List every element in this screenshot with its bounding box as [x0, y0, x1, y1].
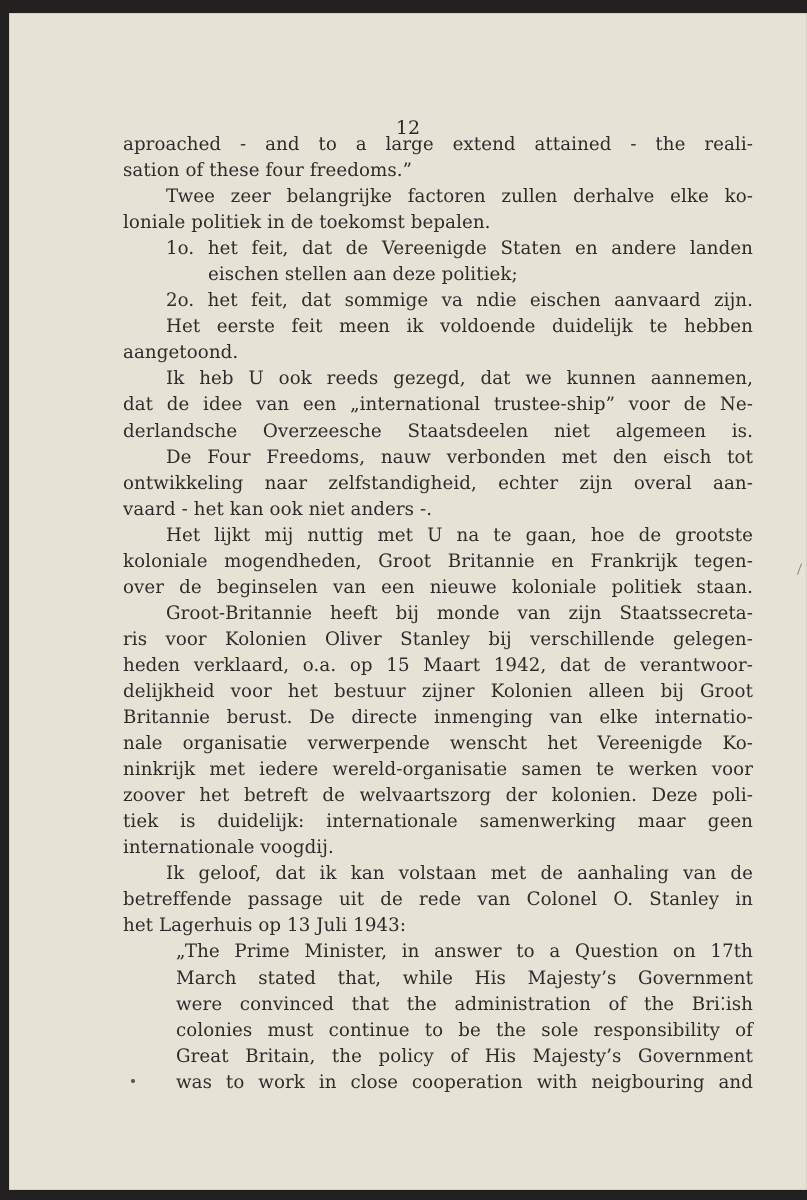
body-text — [123, 132, 753, 1096]
text-line: het Lagerhuis op 13 Juli 1943: — [123, 915, 407, 937]
quote-line: Great Britain, the policy of His Majesty’s Government — [176, 1045, 753, 1067]
quote-line: were convinced that the administration of the Bri⁚ish — [176, 993, 753, 1015]
text-line: delijkheid voor het bestuur zijner Kolonien alleen bij Groot — [123, 680, 753, 702]
quote-line: March stated that, while His Majesty’s Government — [176, 967, 753, 989]
text-line: aproached - and to a large extend attained - the reali- — [123, 134, 753, 155]
text-line: ninkrijk met iedere wereld-organisatie samen te werken voor — [123, 759, 753, 781]
text-line: sation of these four freedoms.” — [123, 160, 413, 182]
text-line: dat de idee van een „international trustee-ship” voor de Ne- — [123, 394, 753, 416]
text-line: koloniale mogendheden, Groot Britannie en Frankrijk tegen- — [123, 550, 753, 572]
text-line: internationale voogdij. — [123, 837, 334, 859]
text-line: zoover het betreft de welvaartszorg der kolonien. Deze poli- — [123, 785, 753, 807]
text-line: Twee zeer belangrijke factoren zullen derhalve elke ko- — [166, 186, 753, 208]
text-line: nale organisatie verwerpende wenscht het Vereenigde Ko- — [123, 733, 753, 755]
text-line: ris voor Kolonien Oliver Stanley bij verschillende gelegen- — [123, 628, 753, 650]
text-line: Ik geloof, dat ik kan volstaan met de aanhaling van de — [166, 863, 753, 885]
text-line: over de beginselen van een nieuwe koloniale politiek staan. — [123, 576, 753, 598]
text-line: eischen stellen aan deze politiek; — [208, 264, 518, 286]
quote-line: colonies must continue to be the sole responsibility of — [176, 1019, 753, 1041]
text-line: Het eerste feit meen ik voldoende duidelijk te hebben — [166, 316, 753, 338]
text-line: Ik heb U ook reeds gezegd, dat we kunnen aannemen, — [166, 368, 753, 390]
text-line: aangetoond. — [123, 342, 239, 364]
text-line: Het lijkt mij nuttig met U na te gaan, hoe de grootste — [166, 524, 753, 546]
text-line: derlandsche Overzeesche Staatsdeelen niet algemeen is. — [123, 420, 753, 442]
text-line: Britannie berust. De directe inmenging van elke internatio- — [123, 707, 753, 729]
quote-line: „The Prime Minister, in answer to a Question on 17th — [176, 941, 753, 963]
text-line: betreffende passage uit de rede van Colonel O. Stanley in — [123, 889, 753, 911]
text-line: tiek is duidelijk: internationale samenwerking maar geen — [123, 811, 753, 833]
text-line: vaard - het kan ook niet anders -. — [123, 498, 433, 520]
page-number: 12 — [395, 117, 421, 139]
text-line: 1o. het feit, dat de Vereenigde Staten en andere landen — [166, 238, 753, 260]
text-line: ontwikkeling naar zelfstandigheid, echter zijn overal aan- — [123, 472, 753, 494]
text-line: 2o. het feit, dat sommige va ndie eischen aanvaard zijn. — [166, 290, 753, 312]
quote-line: was to work in close cooperation with neigbouring and — [176, 1071, 753, 1093]
text-line: Groot-Britannie heeft bij monde van zijn Staatssecreta- — [166, 602, 753, 624]
text-line: De Four Freedoms, nauw verbonden met den eisch tot — [166, 446, 753, 468]
text-line: loniale politiek in de toekomst bepalen. — [123, 212, 491, 234]
text-line: heden verklaard, o.a. op 15 Maart 1942, dat de verantwoor- — [123, 654, 753, 676]
margin-mark — [797, 563, 802, 575]
